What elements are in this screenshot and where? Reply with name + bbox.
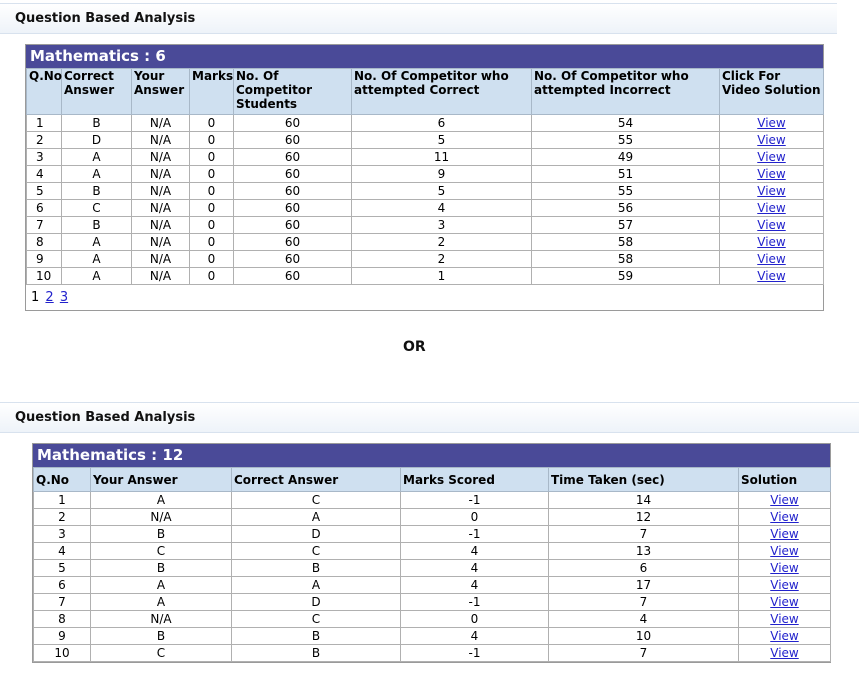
table-cell: 0 (401, 509, 549, 526)
col-header-qno: Q.No (34, 468, 91, 492)
table-cell: 0 (190, 200, 234, 217)
table-cell (720, 200, 824, 217)
table-cell: 9 (27, 251, 62, 268)
table-cell: -1 (401, 594, 549, 611)
table-cell: 60 (234, 251, 352, 268)
table-cell: 51 (532, 166, 720, 183)
table-row (34, 543, 831, 560)
table-cell: N/A (132, 166, 190, 183)
table-row (27, 166, 824, 183)
section-header-1 (0, 3, 837, 34)
view-solution-link[interactable]: View (757, 218, 786, 232)
col-header-competitor-students: No. Of Competitor Students (234, 69, 352, 115)
table-cell (720, 251, 824, 268)
table-cell (720, 217, 824, 234)
table-cell: 3 (34, 526, 91, 543)
table-cell: N/A (132, 217, 190, 234)
table-row (27, 183, 824, 200)
view-solution-link[interactable]: View (770, 595, 799, 609)
view-solution-link[interactable]: View (770, 510, 799, 524)
table-cell: 0 (190, 268, 234, 285)
table-cell: A (62, 149, 132, 166)
table-cell: 4 (401, 560, 549, 577)
analysis-panel-1 (25, 44, 824, 311)
table-cell: B (62, 183, 132, 200)
table-cell: 59 (532, 268, 720, 285)
table-cell: -1 (401, 492, 549, 509)
table-cell: 0 (401, 611, 549, 628)
table-cell: D (232, 526, 401, 543)
table-cell: C (91, 645, 232, 662)
analysis-table-2 (33, 467, 831, 662)
table-cell: N/A (132, 234, 190, 251)
table-cell: 60 (234, 234, 352, 251)
table-cell (739, 594, 831, 611)
table-cell: 10 (34, 645, 91, 662)
view-solution-link[interactable]: View (757, 201, 786, 215)
table-cell: 13 (549, 543, 739, 560)
table-row (34, 560, 831, 577)
table-cell: C (232, 543, 401, 560)
view-solution-link[interactable]: View (757, 133, 786, 147)
table-cell: 17 (549, 577, 739, 594)
table-row (27, 234, 824, 251)
table-row (27, 149, 824, 166)
table-cell: 60 (234, 132, 352, 149)
table-cell (739, 628, 831, 645)
section-header-2 (0, 402, 859, 433)
col-header-your-answer: Your Answer (91, 468, 232, 492)
table-cell: 6 (27, 200, 62, 217)
table-cell: 60 (234, 166, 352, 183)
table-cell: 4 (27, 166, 62, 183)
table-cell: A (62, 234, 132, 251)
table-cell: A (62, 166, 132, 183)
table-cell: 4 (401, 543, 549, 560)
table-cell: 12 (549, 509, 739, 526)
table-row (27, 115, 824, 132)
table-cell: 0 (190, 217, 234, 234)
col-header-time-taken: Time Taken (sec) (549, 468, 739, 492)
view-solution-link[interactable]: View (770, 527, 799, 541)
table-cell: 60 (234, 268, 352, 285)
table-cell: A (91, 492, 232, 509)
table-cell: 0 (190, 149, 234, 166)
view-solution-link[interactable]: View (770, 544, 799, 558)
view-solution-link[interactable]: View (770, 561, 799, 575)
table-cell: 4 (34, 543, 91, 560)
table-cell: 0 (190, 234, 234, 251)
table-cell (720, 183, 824, 200)
table-cell: 57 (532, 217, 720, 234)
table-body-2 (34, 492, 831, 662)
table-cell: B (91, 560, 232, 577)
page-link-3[interactable]: 3 (59, 290, 69, 305)
table-cell: 4 (352, 200, 532, 217)
table-cell: 0 (190, 251, 234, 268)
table-cell: 10 (27, 268, 62, 285)
table-cell: N/A (132, 268, 190, 285)
col-header-correct-answer: Correct Answer (232, 468, 401, 492)
table-cell (720, 115, 824, 132)
table-cell: 60 (234, 200, 352, 217)
table-body-1 (27, 115, 824, 285)
subject-bar-2: Mathematics : 12 (33, 444, 830, 467)
pagination (26, 285, 823, 310)
table-cell: 5 (34, 560, 91, 577)
table-cell: 56 (532, 200, 720, 217)
table-cell: C (62, 200, 132, 217)
col-header-your-answer: Your Answer (132, 69, 190, 115)
table-cell (739, 526, 831, 543)
table-cell (739, 543, 831, 560)
table-cell: 0 (190, 183, 234, 200)
view-solution-link[interactable]: View (757, 235, 786, 249)
table-cell (720, 234, 824, 251)
table-cell (720, 268, 824, 285)
view-solution-link[interactable]: View (770, 629, 799, 643)
col-header-video-solution: Click For Video Solution (720, 69, 824, 115)
table-row (34, 509, 831, 526)
table-cell: 1 (34, 492, 91, 509)
col-header-marks: Marks (190, 69, 234, 115)
table-cell: 58 (532, 234, 720, 251)
table-cell (739, 645, 831, 662)
table-cell: N/A (91, 509, 232, 526)
table-cell: A (91, 577, 232, 594)
table-row (34, 611, 831, 628)
table-cell: B (91, 628, 232, 645)
table-cell: 9 (34, 628, 91, 645)
table-cell: 55 (532, 183, 720, 200)
table-cell: 7 (27, 217, 62, 234)
table-header-row (34, 468, 831, 492)
table-cell: 60 (234, 149, 352, 166)
table-row (34, 577, 831, 594)
table-row (34, 594, 831, 611)
table-cell: B (232, 560, 401, 577)
section-title-2: Question Based Analysis (15, 410, 196, 425)
page-current: 1 (31, 290, 40, 305)
table-row (34, 492, 831, 509)
table-cell: 55 (532, 132, 720, 149)
section-title-1: Question Based Analysis (15, 11, 196, 26)
table-cell: 0 (190, 115, 234, 132)
table-cell (739, 560, 831, 577)
table-cell: 10 (549, 628, 739, 645)
col-header-qno: Q.No (27, 69, 62, 115)
table-cell: 8 (27, 234, 62, 251)
view-solution-link[interactable]: View (757, 252, 786, 266)
view-solution-link[interactable]: View (770, 578, 799, 592)
table-cell: 2 (34, 509, 91, 526)
table-row (27, 217, 824, 234)
table-cell: B (232, 628, 401, 645)
table-cell: 49 (532, 149, 720, 166)
table-cell: A (62, 268, 132, 285)
table-cell: 4 (401, 628, 549, 645)
table-cell: 8 (34, 611, 91, 628)
table-cell: 3 (352, 217, 532, 234)
table-cell: 3 (27, 149, 62, 166)
table-cell: 6 (34, 577, 91, 594)
table-cell: 11 (352, 149, 532, 166)
table-cell: 54 (532, 115, 720, 132)
table-cell: 0 (190, 166, 234, 183)
table-cell: N/A (132, 132, 190, 149)
table-cell: B (62, 217, 132, 234)
table-cell: 7 (34, 594, 91, 611)
table-cell: N/A (132, 251, 190, 268)
table-cell: A (232, 577, 401, 594)
view-solution-link[interactable]: View (757, 150, 786, 164)
table-cell: N/A (91, 611, 232, 628)
table-cell: 5 (352, 132, 532, 149)
view-solution-link[interactable]: View (757, 269, 786, 283)
table-cell: A (62, 251, 132, 268)
table-cell (720, 166, 824, 183)
table-cell: -1 (401, 645, 549, 662)
view-solution-link[interactable]: View (770, 493, 799, 507)
table-cell: N/A (132, 115, 190, 132)
view-solution-link[interactable]: View (770, 612, 799, 626)
or-separator: OR (403, 339, 426, 355)
table-cell: 7 (549, 645, 739, 662)
table-cell (739, 492, 831, 509)
table-cell: B (91, 526, 232, 543)
table-cell: 2 (352, 251, 532, 268)
table-cell: C (232, 611, 401, 628)
table-cell: 58 (532, 251, 720, 268)
table-header-row (27, 69, 824, 115)
table-cell: 6 (352, 115, 532, 132)
col-header-solution: Solution (739, 468, 831, 492)
table-cell: 1 (352, 268, 532, 285)
table-cell (739, 611, 831, 628)
table-cell: C (91, 543, 232, 560)
table-cell: 60 (234, 217, 352, 234)
table-cell: 60 (234, 115, 352, 132)
table-cell: B (62, 115, 132, 132)
col-header-marks-scored: Marks Scored (401, 468, 549, 492)
table-cell (739, 509, 831, 526)
table-cell (720, 149, 824, 166)
table-cell: 6 (549, 560, 739, 577)
table-row (27, 251, 824, 268)
table-cell: 4 (549, 611, 739, 628)
analysis-table-1 (26, 68, 824, 285)
table-cell: N/A (132, 200, 190, 217)
table-cell: 60 (234, 183, 352, 200)
table-cell: -1 (401, 526, 549, 543)
table-cell (739, 577, 831, 594)
table-cell: 4 (401, 577, 549, 594)
table-cell: D (232, 594, 401, 611)
page-link-2[interactable]: 2 (45, 290, 54, 305)
analysis-panel-2 (32, 443, 831, 663)
table-cell: C (232, 492, 401, 509)
table-cell: 7 (549, 594, 739, 611)
table-cell: 7 (549, 526, 739, 543)
view-solution-link[interactable]: View (757, 167, 786, 181)
col-header-attempted-correct: No. Of Competitor who attempted Correct (352, 69, 532, 115)
table-cell: N/A (132, 183, 190, 200)
table-cell: 2 (27, 132, 62, 149)
table-cell: 14 (549, 492, 739, 509)
table-cell: 5 (352, 183, 532, 200)
table-cell: A (232, 509, 401, 526)
table-row (34, 628, 831, 645)
table-cell: D (62, 132, 132, 149)
table-row (27, 200, 824, 217)
table-row (27, 268, 824, 285)
table-cell: 1 (27, 115, 62, 132)
subject-bar-1: Mathematics : 6 (26, 45, 823, 68)
table-row (34, 645, 831, 662)
table-cell: A (91, 594, 232, 611)
view-solution-link[interactable]: View (770, 646, 799, 660)
view-solution-link[interactable]: View (757, 116, 786, 130)
table-cell: 5 (27, 183, 62, 200)
view-solution-link[interactable]: View (757, 184, 786, 198)
table-cell: 2 (352, 234, 532, 251)
col-header-attempted-incorrect: No. Of Competitor who attempted Incorrect (532, 69, 720, 115)
table-cell: 0 (190, 132, 234, 149)
table-cell: N/A (132, 149, 190, 166)
table-row (34, 526, 831, 543)
table-cell: B (232, 645, 401, 662)
table-cell (720, 132, 824, 149)
col-header-correct-answer: Correct Answer (62, 69, 132, 115)
table-cell: 9 (352, 166, 532, 183)
table-row (27, 132, 824, 149)
